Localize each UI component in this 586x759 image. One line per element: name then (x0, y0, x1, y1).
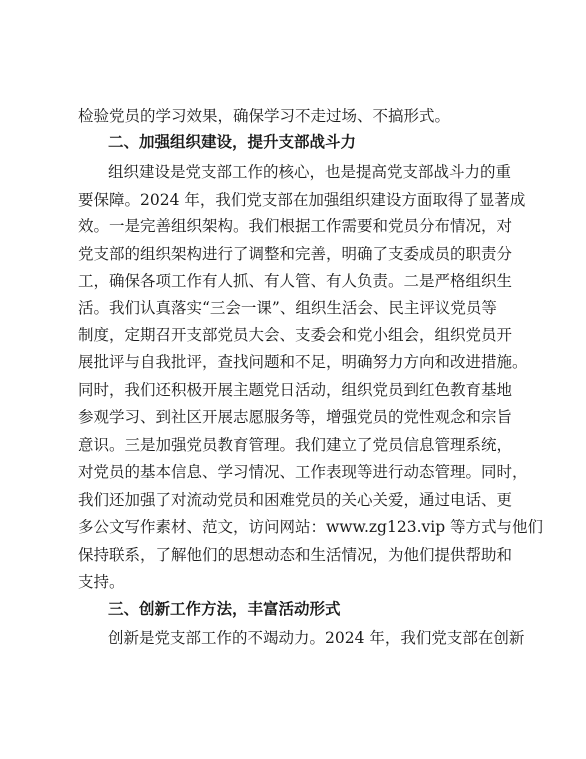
body-line: 意识。三是加强党员教育管理。我们建立了党员信息管理系统， (78, 436, 513, 454)
body-line: 效。一是完善组织架构。我们根据工作需要和党员分布情况，对 (78, 217, 513, 235)
body-line: 创新是党支部工作的不竭动力。2024 年，我们党支部在创新 (108, 629, 525, 647)
body-line: 保持联系，了解他们的思想动态和生活情况，为他们提供帮助和 (78, 546, 513, 564)
section-heading: 二、加强组织建设，提升支部战斗力 (108, 132, 357, 151)
body-line: 同时，我们还积极开展主题党日活动，组织党员到红色教育基地 (78, 381, 513, 399)
body-line: 要保障。2024 年，我们党支部在加强组织建设方面取得了显著成 (78, 191, 526, 209)
section-heading: 三、创新工作方法，丰富活动形式 (108, 599, 341, 618)
body-line: 党支部的组织架构进行了调整和完善，明确了支委成员的职责分 (78, 245, 513, 263)
body-line: 展批评与自我批评，查找问题和不足，明确努力方向和改进措施。 (78, 353, 528, 371)
body-line: 多公文写作素材、范文，访问网站：www.zg123.vip 等方式与他们 (78, 518, 544, 536)
body-line: 活。我们认真落实“三会一课”、组织生活会、民主评议党员等 (78, 299, 497, 317)
body-line: 制度，定期召开支部党员大会、支委会和党小组会，组织党员开 (78, 326, 513, 344)
body-line: 参观学习、到社区开展志愿服务等，增强党员的党性观念和宗旨 (78, 408, 513, 426)
body-line: 组织建设是党支部工作的核心，也是提高党支部战斗力的重 (108, 163, 512, 181)
body-line: 我们还加强了对流动党员和困难党员的关心关爱，通过电话、更 (78, 491, 513, 509)
body-line: 支持。 (78, 573, 125, 591)
body-line: 检验党员的学习效果，确保学习不走过场、不搞形式。 (78, 107, 451, 125)
body-line: 对党员的基本信息、学习情况、工作表现等进行动态管理。同时， (78, 463, 528, 481)
body-line: 工，确保各项工作有人抓、有人管、有人负责。二是严格组织生 (78, 272, 513, 290)
